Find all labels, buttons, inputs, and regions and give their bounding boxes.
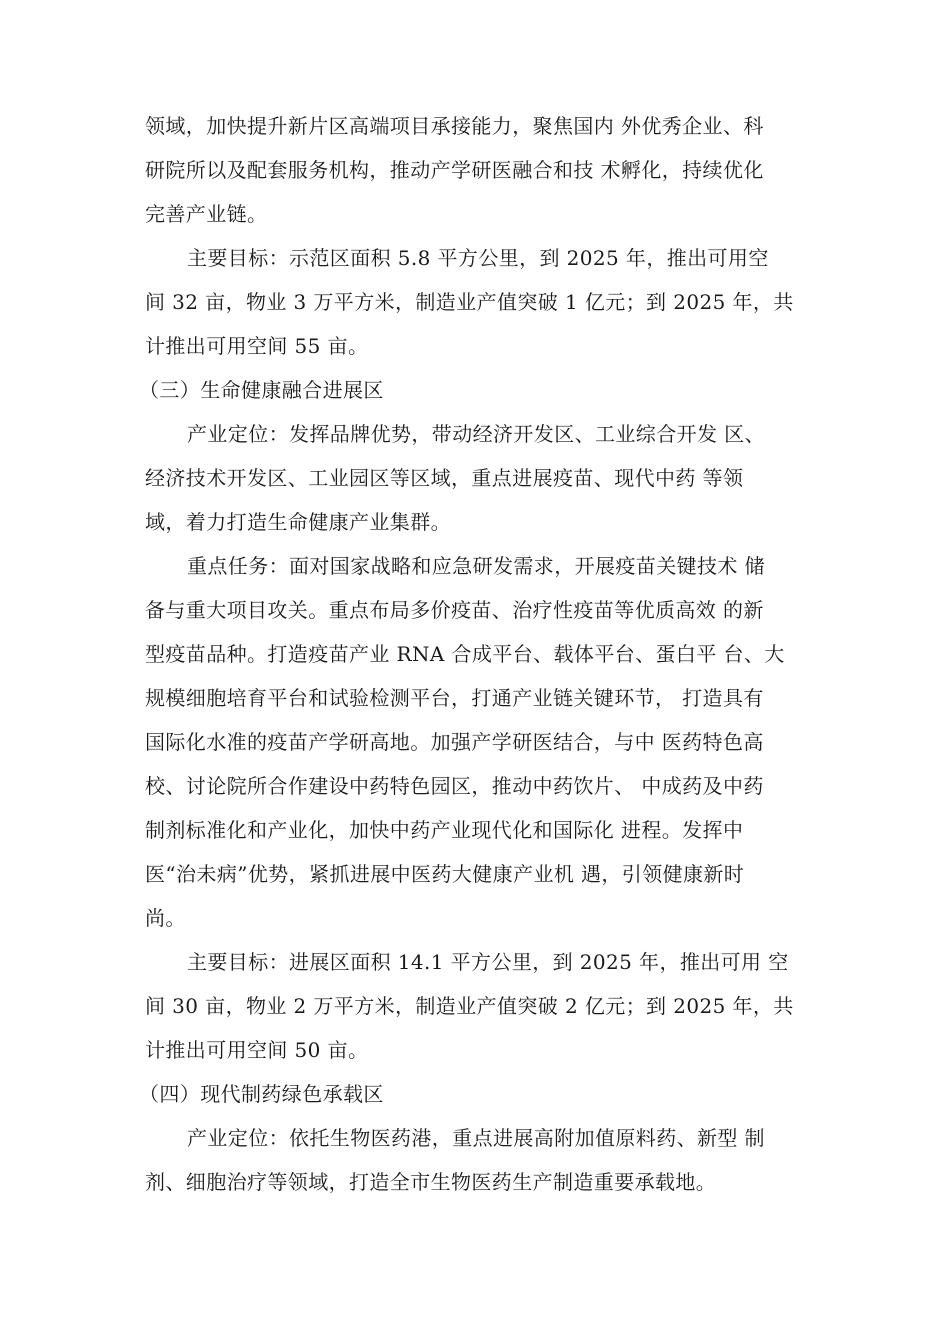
body-text-line: 研院所以及配套服务机构，推动产学研医融合和技 术孵化，持续优化 (145, 158, 764, 182)
section-heading: （四）现代制药绿色承载区 (139, 1082, 384, 1106)
paragraph-start-line: 重点任务：面对国家战略和应急研发需求，开展疫苗关键技术 储 (187, 554, 765, 578)
paragraph-start-line: 主要目标：示范区面积 5.8 平方公里，到 2025 年，推出可用空 (187, 246, 769, 270)
body-text-line: 完善产业链。 (145, 202, 268, 226)
body-text-line: 间 30 亩，物业 2 万平方米，制造业产值突破 2 亿元；到 2025 年，共 (145, 994, 794, 1018)
paragraph-start-line: 产业定位：发挥品牌优势，带动经济开发区、工业综合开发 区、 (187, 422, 765, 446)
body-text-line: 尚。 (145, 906, 186, 930)
body-text-line: 计推出可用空间 50 亩。 (145, 1038, 369, 1062)
body-text-line: 国际化水准的疫苗产学研高地。加强产学研医结合，与中 医药特色高 (145, 730, 764, 754)
body-text-line: 备与重大项目攻关。重点布局多价疫苗、治疗性疫苗等优质高效 的新 (145, 598, 764, 622)
section-heading: （三）生命健康融合进展区 (139, 378, 384, 402)
body-text-line: 领域，加快提升新片区高端项目承接能力，聚焦国内 外优秀企业、科 (145, 114, 764, 138)
body-text-line: 制剂标准化和产业化，加快中药产业现代化和国际化 进程。发挥中 (145, 818, 744, 842)
body-text-line: 医“治未病”优势，紧抓进展中医药大健康产业机 遇，引领健康新时 (145, 862, 745, 886)
body-text-line: 规模细胞培育平台和试验检测平台，打通产业链关键环节， 打造具有 (145, 686, 764, 710)
body-text-line: 剂、细胞治疗等领域，打造全市生物医药生产制造重要承载地。 (145, 1170, 717, 1194)
body-text-line: 校、讨论院所合作建设中药特色园区，推动中药饮片、 中成药及中药 (145, 774, 764, 798)
body-text-line: 域，着力打造生命健康产业集群。 (145, 510, 451, 534)
document-page (139, 104, 805, 1204)
body-text-line: 型疫苗品种。打造疫苗产业 RNA 合成平台、载体平台、蛋白平 台、大 (145, 642, 785, 666)
paragraph-start-line: 主要目标：进展区面积 14.1 平方公里，到 2025 年，推出可用 空 (187, 950, 789, 974)
paragraph-start-line: 产业定位：依托生物医药港，重点进展高附加值原料药、新型 制 (187, 1126, 765, 1150)
body-text-line: 经济技术开发区、工业园区等区域，重点进展疫苗、现代中药 等领 (145, 466, 744, 490)
body-text-line: 间 32 亩，物业 3 万平方米，制造业产值突破 1 亿元；到 2025 年，共 (145, 290, 794, 314)
body-text-line: 计推出可用空间 55 亩。 (145, 334, 369, 358)
